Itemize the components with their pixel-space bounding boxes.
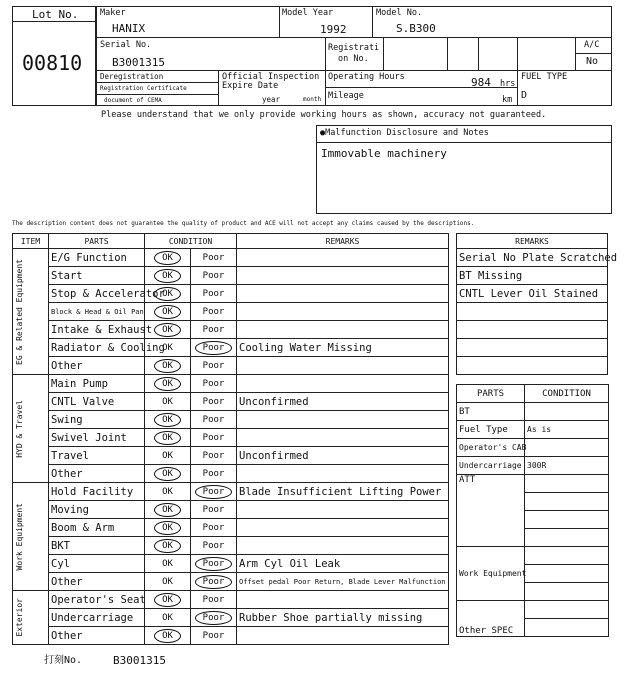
part-name: Swivel Joint xyxy=(49,429,145,447)
header-vrule-reg4 xyxy=(478,37,479,70)
group-label-text: Work Equipment xyxy=(15,502,24,571)
footer-stamp-value: B3001315 xyxy=(113,654,166,667)
poor-cell xyxy=(191,591,237,609)
header-vrule-reg xyxy=(325,37,326,106)
lot-label: Lot No. xyxy=(32,8,79,21)
side-remark-row xyxy=(457,285,608,303)
poor-cell xyxy=(191,339,237,357)
header-rule-ac xyxy=(575,53,612,54)
remark xyxy=(237,465,449,483)
part-name: Undercarriage xyxy=(49,609,145,627)
poor-mark: Poor xyxy=(202,505,225,515)
ok-cell xyxy=(145,465,191,483)
remark xyxy=(237,267,449,285)
poor-mark: Poor xyxy=(202,397,225,407)
header-rule-dereg1 xyxy=(96,82,218,83)
part-name: Stop & Accelerator xyxy=(49,285,145,303)
header-rule-2 xyxy=(96,70,612,71)
poor-mark: Poor xyxy=(202,289,225,299)
fuel-type-value: D xyxy=(521,90,528,101)
ok-circled-mark: OK xyxy=(154,593,181,607)
side-remarks-table xyxy=(456,233,618,375)
inspection-label-1: Official Inspection xyxy=(222,72,320,82)
part-name: Block & Head & Oil Pan xyxy=(49,303,145,321)
ac-value: No xyxy=(586,56,599,67)
ok-cell xyxy=(145,447,191,465)
spec-undercarriage: Undercarriage xyxy=(457,457,525,475)
ok-cell xyxy=(145,375,191,393)
table-row xyxy=(13,483,449,501)
header-rule-1 xyxy=(96,37,612,38)
poor-cell xyxy=(191,285,237,303)
table-row xyxy=(13,519,449,537)
part-name: Radiator & Cooling xyxy=(49,339,145,357)
ok-cell xyxy=(145,393,191,411)
poor-mark: Poor xyxy=(202,469,225,479)
poor-circled-mark: Poor xyxy=(195,575,233,589)
fuel-type-label: FUEL TYPE xyxy=(521,72,568,82)
group-label-text: HYD & Travel xyxy=(15,399,24,458)
side-remark: BT Missing xyxy=(457,267,608,285)
hours-notice: Please understand that we only provide working hours as shown, accuracy not guaranteed. xyxy=(101,110,547,120)
side-remark: Serial No Plate Scratched xyxy=(457,249,608,267)
ok-circled-mark: OK xyxy=(154,251,181,265)
table-row xyxy=(13,537,449,555)
ok-circled-mark: OK xyxy=(154,323,181,337)
side-remark-row xyxy=(457,321,608,339)
table-row xyxy=(13,411,449,429)
spec-other: Other SPEC xyxy=(457,601,525,637)
table-row xyxy=(13,303,449,321)
condition-table-header xyxy=(13,234,449,249)
spec-parts-header: PARTS xyxy=(457,385,525,403)
ok-circled-mark: OK xyxy=(154,359,181,373)
model-no-value: S.B300 xyxy=(396,22,436,35)
header-vrule-year xyxy=(372,6,373,37)
poor-mark: Poor xyxy=(202,415,225,425)
mileage-label: Mileage xyxy=(328,91,364,101)
poor-cell xyxy=(191,483,237,501)
ok-circled-mark: OK xyxy=(154,305,181,319)
inspection-label-2: Expire Date xyxy=(222,81,279,91)
poor-mark: Poor xyxy=(202,253,225,263)
table-row xyxy=(13,447,449,465)
remark xyxy=(237,375,449,393)
part-name: Moving xyxy=(49,501,145,519)
poor-cell xyxy=(191,357,237,375)
part-name: CNTL Valve xyxy=(49,393,145,411)
maker-value: HANIX xyxy=(112,22,146,35)
malfunction-box xyxy=(316,125,612,214)
spec-att: ATT xyxy=(457,475,525,547)
side-remark-row xyxy=(457,339,608,357)
remark xyxy=(237,285,449,303)
reg-cert-label: Registration Certificate xyxy=(100,85,187,92)
spec-work-value-3 xyxy=(525,583,609,601)
part-name: Other xyxy=(49,357,145,375)
side-remark-row xyxy=(457,249,608,267)
group-label-text: EG & Related Equipment xyxy=(15,258,24,365)
spec-work-value-1 xyxy=(525,547,609,565)
ok-mark: OK xyxy=(162,577,173,587)
maker-label: Maker xyxy=(100,8,126,18)
spec-att-value-1 xyxy=(525,475,609,493)
table-row xyxy=(13,429,449,447)
group-label xyxy=(13,483,49,591)
spec-work-equipment: Work Equipment xyxy=(457,547,525,601)
dereg-label: Deregistration xyxy=(100,72,164,81)
remark: Rubber Shoe partially missing xyxy=(237,609,449,627)
month-label: month xyxy=(303,96,322,103)
remark: Offset pedal Poor Return, Blade Lever Malfunction xyxy=(237,573,449,591)
poor-cell xyxy=(191,609,237,627)
spec-work-value-2 xyxy=(525,565,609,583)
poor-mark: Poor xyxy=(202,541,225,551)
table-row xyxy=(13,321,449,339)
table-row xyxy=(13,267,449,285)
table-row xyxy=(13,249,449,267)
poor-cell xyxy=(191,447,237,465)
malfunction-title: ●Malfunction Disclosure and Notes xyxy=(320,128,489,138)
ok-cell xyxy=(145,609,191,627)
ok-circled-mark: OK xyxy=(154,521,181,535)
poor-cell xyxy=(191,537,237,555)
ok-circled-mark: OK xyxy=(154,539,181,553)
side-remark xyxy=(457,357,608,375)
poor-cell xyxy=(191,375,237,393)
registration-label-2: on No. xyxy=(338,54,369,64)
poor-cell xyxy=(191,267,237,285)
poor-cell xyxy=(191,627,237,645)
poor-circled-mark: Poor xyxy=(195,557,233,571)
table-row xyxy=(13,285,449,303)
part-name: Other xyxy=(49,573,145,591)
poor-circled-mark: Poor xyxy=(195,611,233,625)
ac-label: A/C xyxy=(584,40,600,50)
ok-cell xyxy=(145,573,191,591)
spec-operator-cab: Operator's CAB xyxy=(457,439,525,457)
header-condition: CONDITION xyxy=(145,234,237,249)
table-row xyxy=(13,573,449,591)
remark xyxy=(237,537,449,555)
poor-cell xyxy=(191,573,237,591)
ok-mark: OK xyxy=(162,613,173,623)
remark: Unconfirmed xyxy=(237,393,449,411)
part-name: Intake & Exhaust xyxy=(49,321,145,339)
ok-cell xyxy=(145,627,191,645)
ok-circled-mark: OK xyxy=(154,629,181,643)
header-vrule-maker xyxy=(279,6,280,37)
side-remark xyxy=(457,321,608,339)
remark: Unconfirmed xyxy=(237,447,449,465)
part-name: Other xyxy=(49,627,145,645)
part-name: Boom & Arm xyxy=(49,519,145,537)
poor-mark: Poor xyxy=(202,433,225,443)
side-remark: CNTL Lever Oil Stained xyxy=(457,285,608,303)
table-row xyxy=(13,555,449,573)
ok-mark: OK xyxy=(162,487,173,497)
poor-mark: Poor xyxy=(202,325,225,335)
remark xyxy=(237,411,449,429)
remark xyxy=(237,519,449,537)
mileage-unit: km xyxy=(502,95,513,105)
remark xyxy=(237,321,449,339)
ok-cell xyxy=(145,429,191,447)
poor-mark: Poor xyxy=(202,379,225,389)
remark xyxy=(237,303,449,321)
spec-operator-cab-value xyxy=(525,439,609,457)
ok-cell xyxy=(145,501,191,519)
poor-circled-mark: Poor xyxy=(195,485,233,499)
part-name: Cyl xyxy=(49,555,145,573)
part-name: Start xyxy=(49,267,145,285)
spec-bt: BT xyxy=(457,403,525,421)
spec-att-value-2 xyxy=(525,493,609,511)
table-row xyxy=(13,591,449,609)
ok-cell xyxy=(145,483,191,501)
part-name: E/G Function xyxy=(49,249,145,267)
ok-circled-mark: OK xyxy=(154,503,181,517)
table-row xyxy=(13,375,449,393)
poor-mark: Poor xyxy=(202,271,225,281)
footer-stamp-label: 打刻No. xyxy=(44,655,83,666)
remark: Arm Cyl Oil Leak xyxy=(237,555,449,573)
spec-header xyxy=(457,385,609,403)
part-name: Travel xyxy=(49,447,145,465)
side-remark-row xyxy=(457,303,608,321)
spec-bt-value xyxy=(525,403,609,421)
poor-mark: Poor xyxy=(202,307,225,317)
part-name: Swing xyxy=(49,411,145,429)
ok-circled-mark: OK xyxy=(154,467,181,481)
group-label xyxy=(13,249,49,375)
malfunction-rule xyxy=(316,142,612,143)
spec-att-value-3 xyxy=(525,511,609,529)
serial-value: B3001315 xyxy=(112,56,165,69)
table-row xyxy=(13,627,449,645)
poor-cell xyxy=(191,249,237,267)
poor-cell xyxy=(191,465,237,483)
table-row xyxy=(13,393,449,411)
ok-circled-mark: OK xyxy=(154,431,181,445)
part-name: Hold Facility xyxy=(49,483,145,501)
year-label: year xyxy=(262,95,281,104)
poor-cell xyxy=(191,411,237,429)
remark xyxy=(237,249,449,267)
group-label xyxy=(13,591,49,645)
spec-fuel-type: Fuel Type xyxy=(457,421,525,439)
serial-label: Serial No. xyxy=(100,40,152,50)
remark: Blade Insufficient Lifting Power xyxy=(237,483,449,501)
poor-cell xyxy=(191,321,237,339)
ok-cell xyxy=(145,357,191,375)
part-name: BKT xyxy=(49,537,145,555)
poor-mark: Poor xyxy=(202,631,225,641)
part-name: Other xyxy=(49,465,145,483)
side-remarks-title: REMARKS xyxy=(457,234,608,249)
group-label xyxy=(13,375,49,483)
ok-cell xyxy=(145,411,191,429)
spec-att-value-4 xyxy=(525,529,609,547)
ok-circled-mark: OK xyxy=(154,269,181,283)
table-row xyxy=(13,609,449,627)
header-parts: PARTS xyxy=(49,234,145,249)
remark xyxy=(237,357,449,375)
ok-mark: OK xyxy=(162,451,173,461)
remark xyxy=(237,501,449,519)
cema-label: document of CEMA xyxy=(104,97,162,104)
lot-number: 00810 xyxy=(22,51,83,75)
poor-cell xyxy=(191,501,237,519)
table-row xyxy=(13,339,449,357)
side-remarks-header xyxy=(457,234,608,249)
spec-table xyxy=(456,384,609,637)
ok-circled-mark: OK xyxy=(154,377,181,391)
poor-cell xyxy=(191,555,237,573)
hours-label: Operating Hours xyxy=(328,72,405,82)
ok-mark: OK xyxy=(162,559,173,569)
ok-cell xyxy=(145,249,191,267)
part-name: Main Pump xyxy=(49,375,145,393)
ok-cell xyxy=(145,591,191,609)
ok-mark: OK xyxy=(162,343,173,353)
hours-unit: hrs xyxy=(500,79,516,89)
poor-cell xyxy=(191,429,237,447)
remark xyxy=(237,627,449,645)
ok-circled-mark: OK xyxy=(154,413,181,427)
table-row xyxy=(13,465,449,483)
header-vrule-reg3 xyxy=(447,37,448,70)
poor-mark: Poor xyxy=(202,595,225,605)
remark: Cooling Water Missing xyxy=(237,339,449,357)
table-row xyxy=(13,501,449,519)
header-vrule-reg2 xyxy=(383,37,384,70)
part-name: Operator's Seat xyxy=(49,591,145,609)
ok-circled-mark: OK xyxy=(154,287,181,301)
poor-circled-mark: Poor xyxy=(195,341,233,355)
condition-table xyxy=(12,233,449,645)
header-vrule-reg5 xyxy=(517,37,518,106)
poor-mark: Poor xyxy=(202,523,225,533)
model-year-value: 1992 xyxy=(320,23,347,36)
side-remark-row xyxy=(457,357,608,375)
hours-value: 984 xyxy=(471,76,491,89)
ok-cell xyxy=(145,267,191,285)
side-remark xyxy=(457,303,608,321)
spec-other-value-2 xyxy=(525,619,609,637)
poor-cell xyxy=(191,303,237,321)
poor-mark: Poor xyxy=(202,361,225,371)
ok-mark: OK xyxy=(162,397,173,407)
spec-other-value-1 xyxy=(525,601,609,619)
group-label-text: Exterior xyxy=(15,598,24,637)
header-item: ITEM xyxy=(13,234,49,249)
disclaimer: The description content does not guarantee the quality of product and ACE will not accept any claims caused by the descriptions. xyxy=(12,220,475,227)
spec-fuel-type-value: As is xyxy=(525,421,609,439)
header-remarks: REMARKS xyxy=(237,234,449,249)
remark xyxy=(237,591,449,609)
spec-undercarriage-value: 300R xyxy=(525,457,609,475)
model-no-label: Model No. xyxy=(376,8,423,18)
table-row xyxy=(13,357,449,375)
side-remark xyxy=(457,339,608,357)
ok-cell xyxy=(145,519,191,537)
malfunction-text: Immovable machinery xyxy=(321,147,447,160)
poor-cell xyxy=(191,519,237,537)
poor-mark: Poor xyxy=(202,451,225,461)
ok-cell xyxy=(145,555,191,573)
ok-cell xyxy=(145,537,191,555)
registration-label-1: Registrati xyxy=(328,43,380,53)
poor-cell xyxy=(191,393,237,411)
header-rule-dereg2 xyxy=(96,94,218,95)
side-remark-row xyxy=(457,267,608,285)
spec-condition-header: CONDITION xyxy=(525,385,609,403)
model-year-label: Model Year xyxy=(282,8,334,18)
header-vrule-dereg xyxy=(218,70,219,106)
ok-cell xyxy=(145,303,191,321)
remark xyxy=(237,429,449,447)
